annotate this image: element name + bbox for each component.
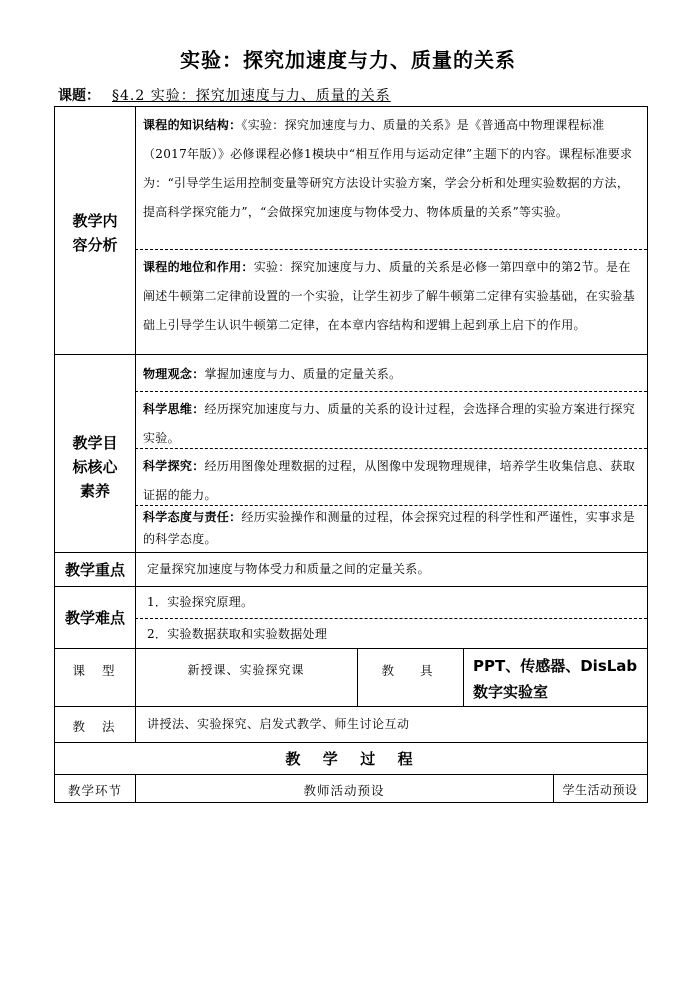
content-analysis-header: 教学内容分析 (72, 212, 118, 254)
difficulties-header: 教学难点 (64, 609, 125, 627)
knowledge-label: 课程的知识结构： (143, 118, 242, 132)
position-label: 课程的地位和作用： (143, 260, 254, 274)
literacy-item (143, 395, 641, 453)
lesson-type-value: 新授课、实验探究课 (187, 663, 305, 677)
knowledge-structure (143, 111, 641, 227)
tools-value: PPT、传感器、DisLab数字实验室 (473, 657, 638, 701)
literacy-label: 科学思维： (143, 402, 205, 416)
tools-header: 教 具 (381, 663, 439, 678)
process-block (54, 742, 648, 803)
process-col-student: 学生活动预设 (562, 783, 638, 797)
method-block (54, 706, 648, 743)
literacy-item (143, 360, 641, 389)
process-col-teacher: 教师活动预设 (303, 783, 385, 798)
core-literacy-block (54, 354, 648, 553)
literacy-item (143, 452, 641, 510)
document-title: 实验：探究加速度与力、质量的关系 (180, 48, 516, 72)
process-col-stage: 教学环节 (67, 783, 122, 798)
difficulty-item: 1．实验探究原理。 (147, 595, 254, 609)
subject-value: §4.2 实验：探究加速度与力、质量的关系 (112, 88, 391, 104)
literacy-text: 经历实验操作和测量的过程，体会探究过程的科学性和严谨性，实事求是的科学态度。 (143, 510, 636, 546)
literacy-text: 掌握加速度与力、质量的定量关系。 (204, 367, 402, 381)
knowledge-text: 《实验：探究加速度与力、质量的关系》是《普通高中物理课程标准（2017年版）》必修课程必修1模块中“相互作用与运动定律”主题下的内容。课程标准要求为：“引导学生运用控制变量等研究方法设计实验方案，学会分析和处理实验数据的方法，提高科学探究能力”，“会做探究加速度与物体受力、物体质量的关系”等实验。 (143, 118, 633, 219)
lesson-type-block (54, 648, 648, 707)
literacy-label: 物理观念： (143, 367, 205, 381)
course-position (143, 253, 641, 340)
literacy-item (143, 506, 641, 550)
literacy-text: 经历用图像处理数据的过程，从图像中发现物理规律，培养学生收集信息、获取证据的能力。 (143, 459, 636, 502)
lesson-type-header: 课 型 (72, 663, 118, 678)
content-analysis-block (54, 106, 648, 355)
key-points-block (54, 552, 648, 587)
subject-line (58, 85, 391, 105)
literacy-text: 经历探究加速度与力、质量的关系的设计过程，会选择合理的实验方案进行探究实验。 (143, 402, 636, 445)
difficulties-block (54, 586, 648, 649)
process-header: 教 学 过 程 (285, 750, 417, 768)
difficulty-item: 2．实验数据获取和实验数据处理 (147, 627, 328, 641)
position-text: 实验：探究加速度与力、质量的关系是必修一第四章中的第2节。是在阐述牛顿第二定律前设置的一个实验，让学生初步了解牛顿第二定律有实验基础，在实验基础上引导学生认识牛顿第二定律，在本章内容结构和逻辑上起到承上启下的作用。 (143, 260, 636, 332)
key-points-header: 教学重点 (64, 561, 125, 579)
literacy-label: 科学探究： (143, 459, 205, 473)
subject-label: 课题： (58, 88, 100, 104)
method-header: 教 法 (72, 719, 118, 734)
core-literacy-header: 教学目标核心素养 (72, 434, 118, 500)
key-points-text: 定量探究加速度与物体受力和质量之间的定量关系。 (147, 562, 430, 576)
method-value: 讲授法、实验探究、启发式教学、师生讨论互动 (147, 717, 410, 731)
literacy-label: 科学态度与责任： (143, 510, 242, 524)
